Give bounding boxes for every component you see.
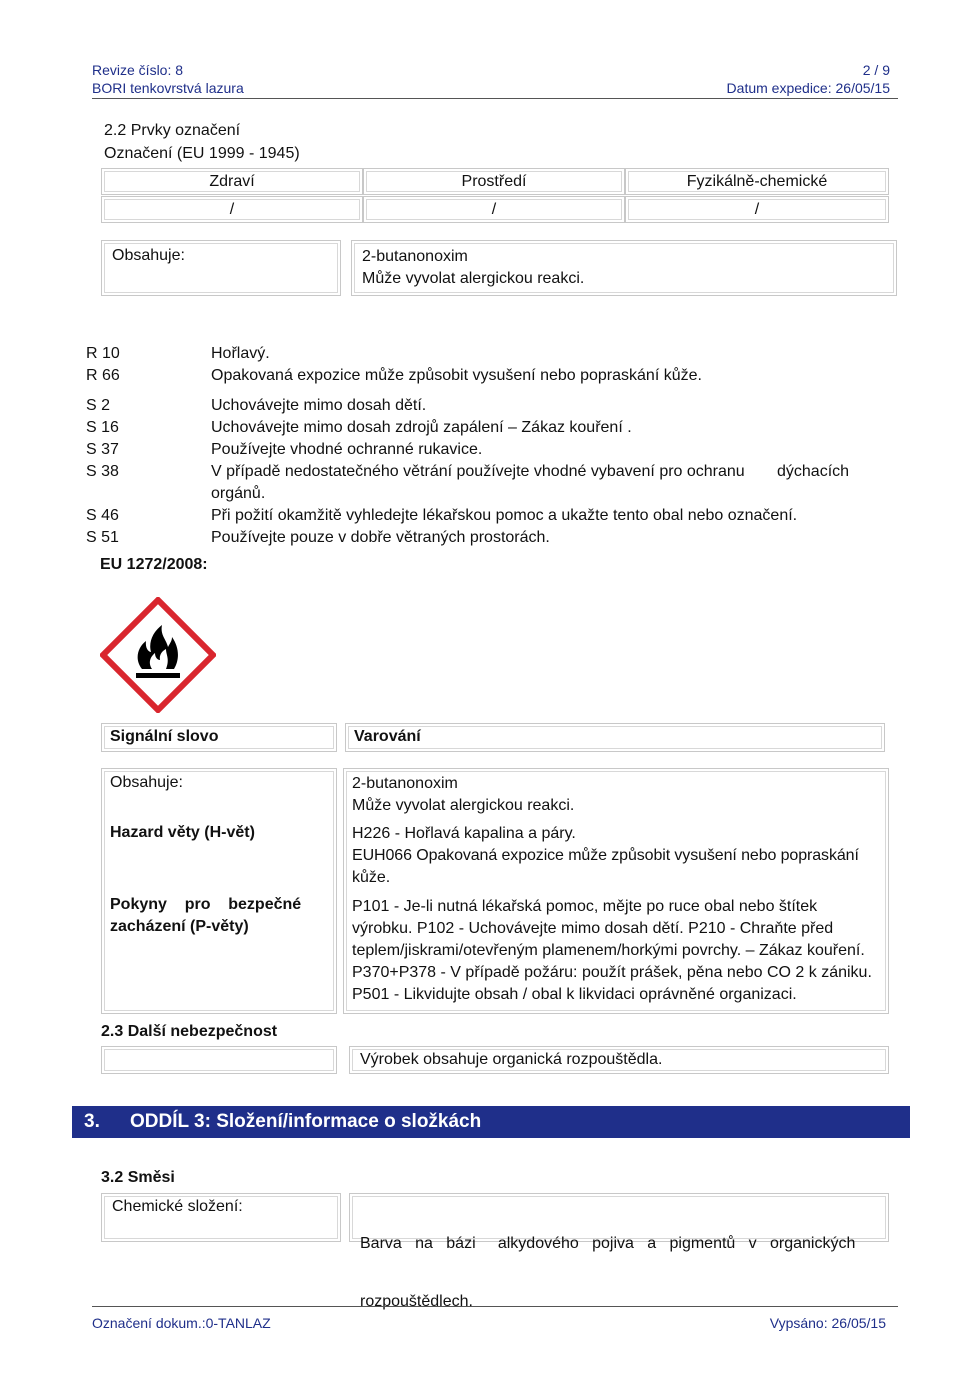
val-physchem-text: / xyxy=(754,201,760,218)
composition-label-box xyxy=(101,1193,341,1242)
page-number: 2 / 9 xyxy=(862,62,890,78)
precautionary-label: Pokyny pro bezpečné xyxy=(110,896,302,913)
col-health xyxy=(101,168,363,195)
revision-number: Revize číslo: 8 xyxy=(92,62,184,78)
clp-labels-box xyxy=(101,768,337,1014)
phrase-text: Uchovávejte mimo dosah dětí. xyxy=(211,397,427,414)
phrase-code: S 38 xyxy=(86,463,119,480)
phrase-s38-cont xyxy=(86,483,266,505)
section-3-number: 3. xyxy=(84,1111,100,1132)
val-health-text: / xyxy=(229,201,235,218)
phrase-s46 xyxy=(86,505,798,527)
section-2-3-title: 2.3 Další nebezpečnost xyxy=(101,1023,278,1040)
precaution-line: P101 - Je-li nutná lékařská pomoc, mějte po ruce obal nebo štítek xyxy=(352,898,818,915)
hazard-line: H226 - Hořlavá kapalina a páry. xyxy=(352,825,576,842)
phrase-r66 xyxy=(86,365,702,387)
phrase-code: S 46 xyxy=(86,507,119,524)
section-2-3-text: Výrobek obsahuje organická rozpouštědla. xyxy=(360,1051,663,1068)
hazard-line: EUH066 Opakovaná expozice může způsobit vysušení nebo popraskání xyxy=(352,847,859,864)
clp-values-box xyxy=(343,768,889,1014)
phrase-text: Uchovávejte mimo dosah zdrojů zapálení – Zákaz kouření . xyxy=(211,419,632,436)
phrase-code: S 2 xyxy=(86,397,111,414)
phrase-text: Používejte pouze v dobře větraných prostorách. xyxy=(211,529,550,546)
composition-line: Barva na bázi alkydového pojiva a pigmentů v organických xyxy=(360,1235,856,1252)
phrase-s51 xyxy=(86,527,550,549)
phrase-s16 xyxy=(86,417,632,439)
section-3-header xyxy=(72,1106,910,1138)
hazard-line: kůže. xyxy=(352,869,391,886)
signal-word-label-box xyxy=(101,723,337,752)
document-id: Označení dokum.:0-TANLAZ xyxy=(92,1315,271,1331)
val-environment xyxy=(363,196,625,223)
phrase-code: R 66 xyxy=(86,367,120,384)
precaution-line: P370+P378 - V případě požáru: použít prášek, pěna nebo CO 2 k zániku. xyxy=(352,964,872,981)
contains-line: 2-butanonoxim xyxy=(362,248,468,265)
phrase-code: S 37 xyxy=(86,441,119,458)
signal-word-value-box xyxy=(345,723,885,752)
phrase-code: S 16 xyxy=(86,419,119,436)
precaution-line: výrobku. P102 - Uchovávejte mimo dosah dětí. P210 - Chraňte před xyxy=(352,920,834,937)
phrase-s37 xyxy=(86,439,483,461)
clp-contains-line: 2-butanonoxim xyxy=(352,775,458,792)
product-name: BORI tenkovrstvá lazura xyxy=(92,80,244,96)
precaution-line: P501 - Likvidujte obsah / obal k likvidaci oprávněné organizaci. xyxy=(352,986,797,1003)
section-2-3-value-box xyxy=(349,1046,889,1074)
phrase-text: orgánů. xyxy=(211,485,266,502)
clp-contains-label: Obsahuje: xyxy=(110,774,183,791)
col-environment xyxy=(363,168,625,195)
precautionary-label-cont: zacházení (P-věty) xyxy=(110,918,249,935)
col-environment-label: Prostředí xyxy=(461,173,527,190)
hazard-statements-label: Hazard věty (H-vět) xyxy=(110,824,255,841)
section-2-2-subtitle: Označení (EU 1999 - 1945) xyxy=(104,145,300,162)
phrase-r10 xyxy=(86,343,270,365)
signal-word-label: Signální slovo xyxy=(110,728,219,745)
composition-label: Chemické složení: xyxy=(112,1198,243,1215)
phrase-text: Opakovaná expozice může způsobit vysušení nebo popraskání kůže. xyxy=(211,367,702,384)
eu-regulation-label: EU 1272/2008: xyxy=(100,556,208,573)
contains-value-box xyxy=(351,240,897,296)
footer-rule xyxy=(92,1306,898,1307)
phrase-list xyxy=(86,343,850,549)
val-environment-text: / xyxy=(491,201,497,218)
phrase-code: S 51 xyxy=(86,529,119,546)
flame-ghs02-icon xyxy=(100,597,216,713)
phrase-code: R 10 xyxy=(86,345,120,362)
phrase-text: V případě nedostatečného větrání používejte vhodné vybavení pro ochranu xyxy=(211,463,745,480)
phrase-s2 xyxy=(86,395,427,417)
contains-label: Obsahuje: xyxy=(112,247,185,264)
section-2-3-label-box xyxy=(101,1046,337,1074)
phrase-text: Při požití okamžitě vyhledejte lékařskou pomoc a ukažte tento obal nebo označení. xyxy=(211,507,798,524)
clp-contains-line: Může vyvolat alergickou reakci. xyxy=(352,797,575,814)
section-3-2-title: 3.2 Směsi xyxy=(101,1169,175,1186)
phrase-text: Hořlavý. xyxy=(211,345,270,362)
phrase-text: Používejte vhodné ochranné rukavice. xyxy=(211,441,483,458)
contains-line: Může vyvolat alergickou reakci. xyxy=(362,270,585,287)
section-2-2-title: 2.2 Prvky označení xyxy=(104,122,241,139)
section-3-title: ODDÍL 3: Složení/informace o složkách xyxy=(130,1111,482,1132)
composition-value-box xyxy=(349,1193,889,1310)
issue-date: Datum expedice: 26/05/15 xyxy=(726,80,890,96)
signal-word-value: Varování xyxy=(354,728,421,745)
col-health-label: Zdraví xyxy=(209,173,255,190)
precaution-line: teplem/jiskrami/otevřeným plamenem/horkými povrchy. – Zákaz kouření. xyxy=(352,942,865,959)
phrase-s38 xyxy=(86,461,850,483)
val-health xyxy=(101,196,363,223)
header-rule xyxy=(92,98,898,99)
composition-line: rozpouštědlech. xyxy=(360,1293,473,1310)
val-physchem xyxy=(625,196,889,223)
written-date: Vypsáno: 26/05/15 xyxy=(769,1315,886,1331)
phrase-text-right: dýchacích xyxy=(777,463,850,480)
contains-label-box xyxy=(101,240,341,296)
col-physchem-label: Fyzikálně-chemické xyxy=(686,173,828,190)
col-physchem xyxy=(625,168,889,195)
